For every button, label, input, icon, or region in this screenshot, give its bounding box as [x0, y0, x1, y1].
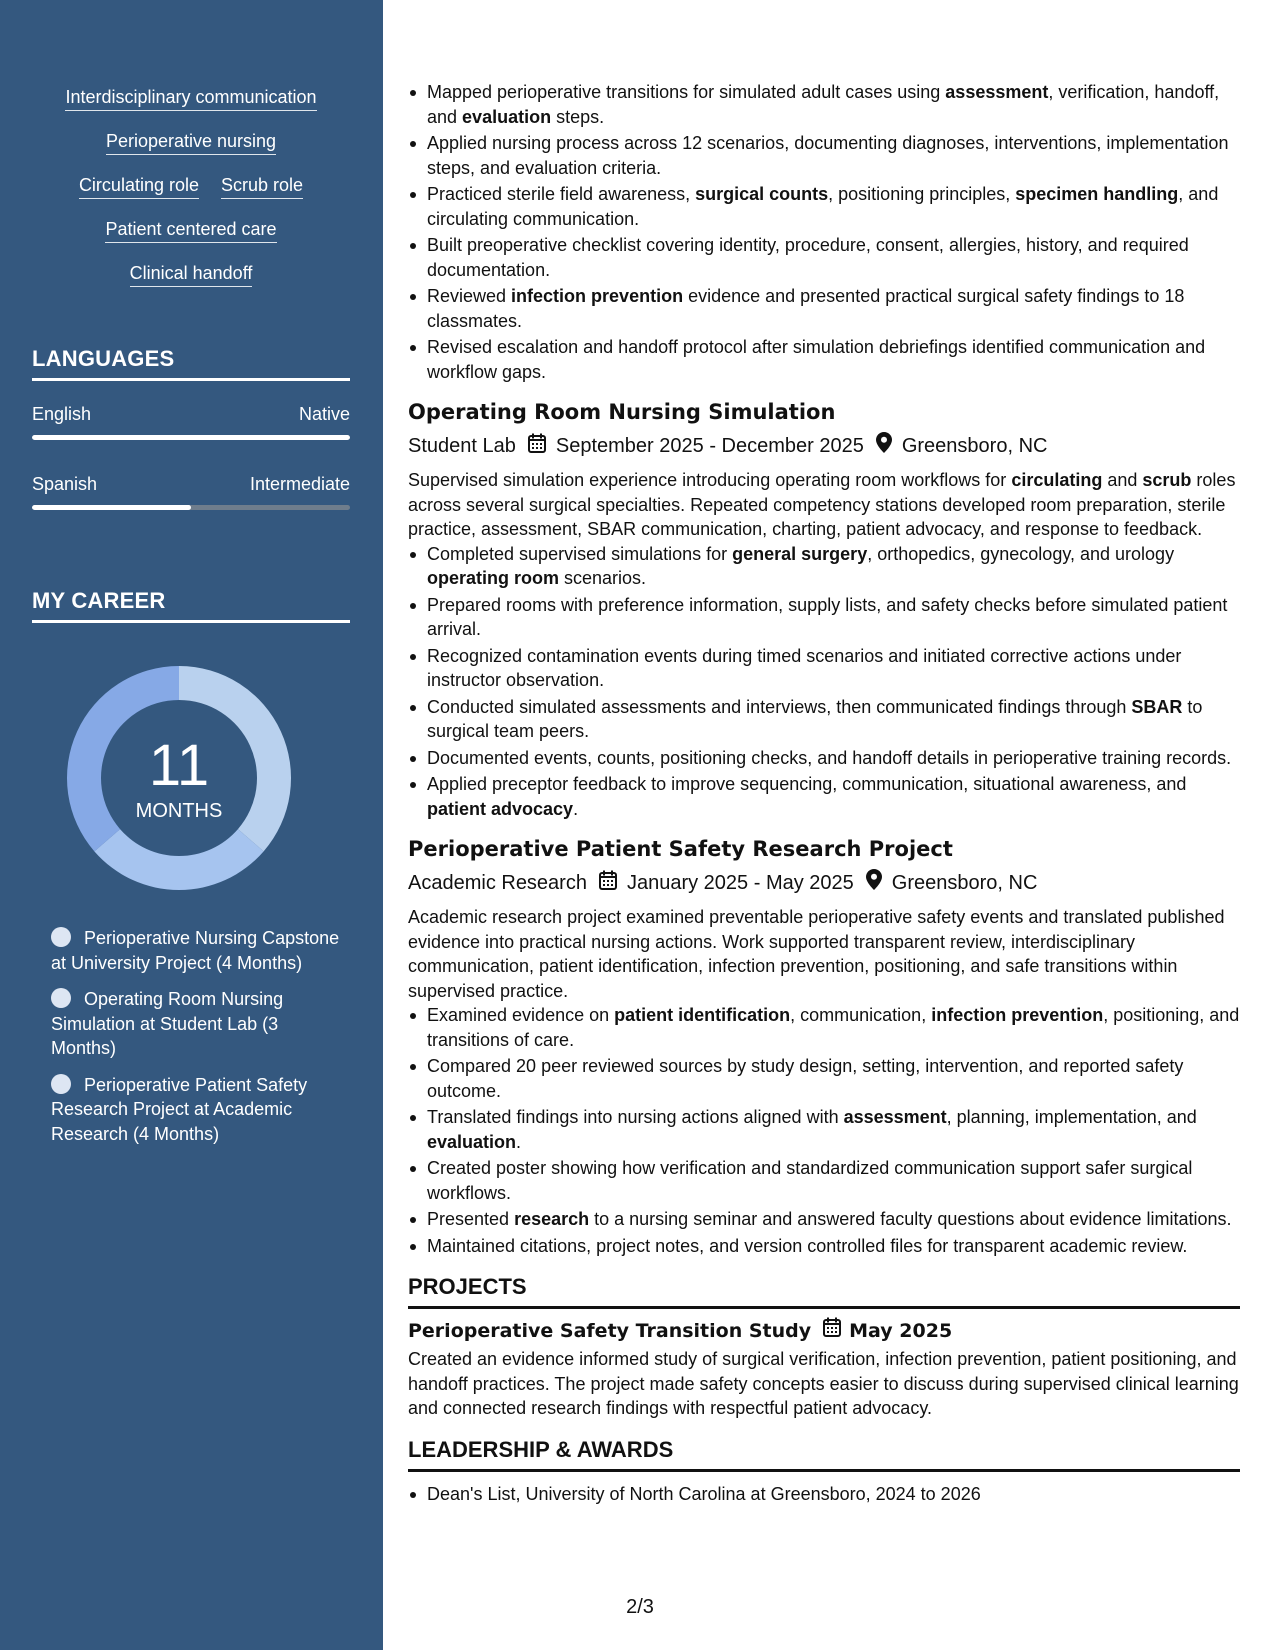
text-segment: to a nursing seminar and answered faculty questions about evidence limitations.: [589, 1209, 1232, 1229]
bullet-item: [408, 131, 1240, 180]
text-segment: Applied preceptor feedback to improve sequencing, communication, situational awareness, and: [427, 774, 1187, 794]
language-proficiency-bar: [32, 435, 350, 440]
legend-dot-icon: [51, 1074, 71, 1094]
text-segment: Translated findings into nursing actions aligned with: [427, 1107, 844, 1127]
projects-heading: PROJECTS: [408, 1274, 1240, 1309]
bold-keyword: scrub: [1142, 470, 1192, 490]
bold-keyword: operating room: [427, 568, 560, 588]
bullet-item: [408, 644, 1240, 693]
job-entry: [408, 398, 1240, 821]
text-segment: roles across several surgical specialties. Repeated competency stations developed room preparation, sterile practice, assessment, SBAR communication, charting, patient advocacy, and response to feedback.: [408, 470, 1236, 539]
main-content: [408, 80, 1240, 1508]
intro-bullet-list: [408, 80, 1240, 384]
skill-tag: Clinical handoff: [130, 262, 253, 287]
text-segment: Reviewed: [427, 286, 512, 306]
job-title: Operating Room Nursing Simulation: [408, 400, 836, 424]
bullet-item: [408, 233, 1240, 282]
page-number: 2/3: [626, 1596, 654, 1618]
skill-tag: Scrub role: [221, 174, 303, 199]
text-segment: scenarios.: [559, 568, 647, 588]
bold-keyword: infection prevention: [511, 286, 684, 306]
awards-heading: LEADERSHIP & AWARDS: [408, 1437, 1240, 1472]
bold-keyword: general surgery: [732, 543, 868, 564]
text-segment: steps.: [551, 106, 605, 127]
career-legend-text: Operating Room Nursing Simulation at Student Lab (3 Months): [51, 989, 284, 1058]
job-organization: Student Lab: [408, 435, 516, 457]
skill-row: [32, 262, 350, 287]
project-description: Created an evidence informed study of surgical verification, infection prevention, patient positioning, and handoff practices. The project made safety concepts easier to discuss during supervised clinical learning and connected research findings with respectful patient advocacy.: [408, 1349, 1239, 1418]
career-donut-chart: [65, 664, 293, 892]
bullet-item: [408, 1003, 1240, 1052]
skill-row: [32, 174, 350, 199]
bullet-item: [408, 746, 1240, 771]
text-segment: Completed supervised simulations for: [427, 543, 733, 564]
bold-keyword: evaluation: [462, 106, 552, 127]
legend-dot-icon: [51, 927, 71, 947]
text-segment: Prepared rooms with preference information, supply lists, and safety checks before simulated patient arrival.: [427, 594, 1228, 639]
bullet-item: [408, 182, 1240, 231]
bullet-item: [408, 335, 1240, 384]
text-segment: Practiced sterile field awareness,: [427, 184, 696, 204]
bullet-item: [408, 1054, 1240, 1103]
career-total-unit: MONTHS: [135, 800, 223, 822]
skills-list: [32, 86, 350, 306]
job-entry: [408, 835, 1240, 1258]
career-total-months: 11: [148, 733, 210, 798]
text-segment: Built preoperative checklist covering identity, procedure, consent, allergies, history, and required documentation.: [427, 235, 1189, 280]
text-segment: Recognized contamination events during timed scenarios and initiated corrective actions under instructor observation.: [427, 645, 1182, 690]
awards-list: [408, 1482, 1240, 1507]
text-segment: Mapped perioperative transitions for simulated adult cases using: [427, 82, 946, 102]
skill-tag: Patient centered care: [105, 218, 276, 243]
bold-keyword: SBAR: [1131, 696, 1183, 717]
career-legend-text: Perioperative Patient Safety Research Project at Academic Research (4 Months): [51, 1074, 308, 1144]
career-legend-item: [51, 1073, 341, 1147]
text-segment: Examined evidence on: [427, 1005, 615, 1025]
skill-row: [32, 218, 350, 243]
skill-tag: Circulating role: [79, 174, 199, 199]
job-description: [408, 905, 1240, 1003]
bullet-item: [408, 1156, 1240, 1205]
job-bullet-list: [408, 1003, 1240, 1258]
bullet-item: [408, 593, 1240, 642]
career-heading: MY CAREER: [32, 588, 350, 623]
text-segment: .: [516, 1131, 522, 1152]
bold-keyword: surgical counts: [695, 184, 829, 204]
project-date: May 2025: [849, 1320, 953, 1342]
languages-heading: LANGUAGES: [32, 346, 350, 381]
skill-row: [32, 86, 350, 111]
text-segment: to surgical team peers.: [427, 696, 1203, 741]
project-title: Perioperative Safety Transition Study: [408, 1320, 812, 1342]
bold-keyword: patient identification: [614, 1005, 791, 1025]
calendar-icon: [599, 870, 617, 897]
job-description: [408, 468, 1240, 542]
text-segment: .: [573, 798, 579, 819]
award-item: Dean's List, University of North Carolina at Greensboro, 2024 to 2026: [408, 1482, 1240, 1507]
job-title: Perioperative Patient Safety Research Project: [408, 837, 953, 861]
bold-keyword: assessment: [945, 82, 1049, 102]
text-segment: Supervised simulation experience introducing operating room workflows for: [408, 470, 1012, 490]
job-bullet-list: [408, 542, 1240, 822]
language-spanish: [32, 474, 350, 510]
text-segment: , verification, handoff, and: [427, 82, 1220, 127]
bullet-item: [408, 80, 1240, 129]
career-legend-text: Perioperative Nursing Capstone at University Project (4 Months): [51, 928, 340, 973]
career-legend-item: [51, 926, 341, 975]
language-name: Spanish: [32, 474, 98, 494]
language-english: [32, 404, 350, 440]
language-proficiency-bar: [32, 505, 350, 510]
text-segment: Presented: [427, 1209, 515, 1229]
job-organization: Academic Research: [408, 872, 587, 894]
text-segment: , positioning principles,: [828, 184, 1016, 204]
text-segment: , positioning, and transitions of care.: [427, 1005, 1240, 1050]
text-segment: , planning, implementation, and: [946, 1107, 1197, 1127]
calendar-icon: [823, 1317, 841, 1345]
language-level: Intermediate: [249, 474, 350, 494]
bullet-item: [408, 1105, 1240, 1154]
bullet-item: [408, 695, 1240, 744]
text-segment: Conducted simulated assessments and interviews, then communicated findings through: [427, 696, 1132, 717]
text-segment: Maintained citations, project notes, and version controlled files for transparent academic review.: [427, 1235, 1188, 1256]
donut-slice: [94, 829, 263, 890]
text-segment: Compared 20 peer reviewed sources by study design, setting, intervention, and reported safety outcome.: [427, 1056, 1184, 1101]
text-segment: , orthopedics, gynecology, and urology: [867, 543, 1175, 564]
career-legend: [51, 926, 341, 1158]
career-legend-item: [51, 987, 341, 1061]
job-location: Greensboro, NC: [901, 435, 1048, 457]
text-segment: , and circulating communication.: [427, 184, 1219, 229]
bold-keyword: assessment: [843, 1107, 947, 1127]
location-pin-icon: [876, 432, 892, 460]
bold-keyword: infection prevention: [931, 1005, 1104, 1025]
text-segment: Documented events, counts, positioning checks, and handoff details in perioperative training records.: [427, 747, 1232, 768]
job-dates: January 2025 - May 2025: [626, 872, 854, 894]
bold-keyword: specimen handling: [1015, 184, 1179, 204]
text-segment: Revised escalation and handoff protocol after simulation debriefings identified communication and workflow gaps.: [427, 337, 1206, 382]
skill-tag: Interdisciplinary communication: [65, 86, 316, 111]
language-name: English: [32, 404, 92, 424]
bullet-item: [408, 772, 1240, 821]
text-segment: Created poster showing how verification and standardized communication support safer surgical workflows.: [427, 1158, 1193, 1203]
legend-dot-icon: [51, 988, 71, 1008]
calendar-icon: [528, 433, 546, 460]
text-segment: and: [1102, 470, 1143, 490]
bullet-item: [408, 1234, 1240, 1259]
job-dates: September 2025 - December 2025: [555, 435, 864, 457]
bold-keyword: research: [514, 1209, 590, 1229]
bullet-item: [408, 1207, 1240, 1232]
text-segment: evidence and presented practical surgical safety findings to 18 classmates.: [427, 286, 1185, 331]
bold-keyword: patient advocacy: [427, 798, 574, 819]
skill-tag: Perioperative nursing: [106, 130, 276, 155]
bold-keyword: evaluation: [427, 1131, 517, 1152]
location-pin-icon: [866, 869, 882, 897]
text-segment: Applied nursing process across 12 scenarios, documenting diagnoses, interventions, implementation steps, and evaluation criteria.: [427, 133, 1229, 178]
project-header: [408, 1317, 1240, 1345]
job-location: Greensboro, NC: [891, 872, 1038, 894]
bold-keyword: circulating: [1011, 470, 1103, 490]
bullet-item: [408, 542, 1240, 591]
job-meta: [408, 869, 1240, 897]
text-segment: Academic research project examined preventable perioperative safety events and translated published evidence into practical nursing actions. Work supported transparent review, interdisciplinary communication, patient identification, infection prevention, positioning, and safe transitions within supervised practice.: [408, 907, 1225, 1001]
text-segment: , communication,: [790, 1005, 932, 1025]
language-level: Native: [298, 404, 350, 424]
skill-row: [32, 130, 350, 155]
bullet-item: [408, 284, 1240, 333]
job-meta: [408, 432, 1240, 460]
sidebar: [0, 0, 383, 1650]
